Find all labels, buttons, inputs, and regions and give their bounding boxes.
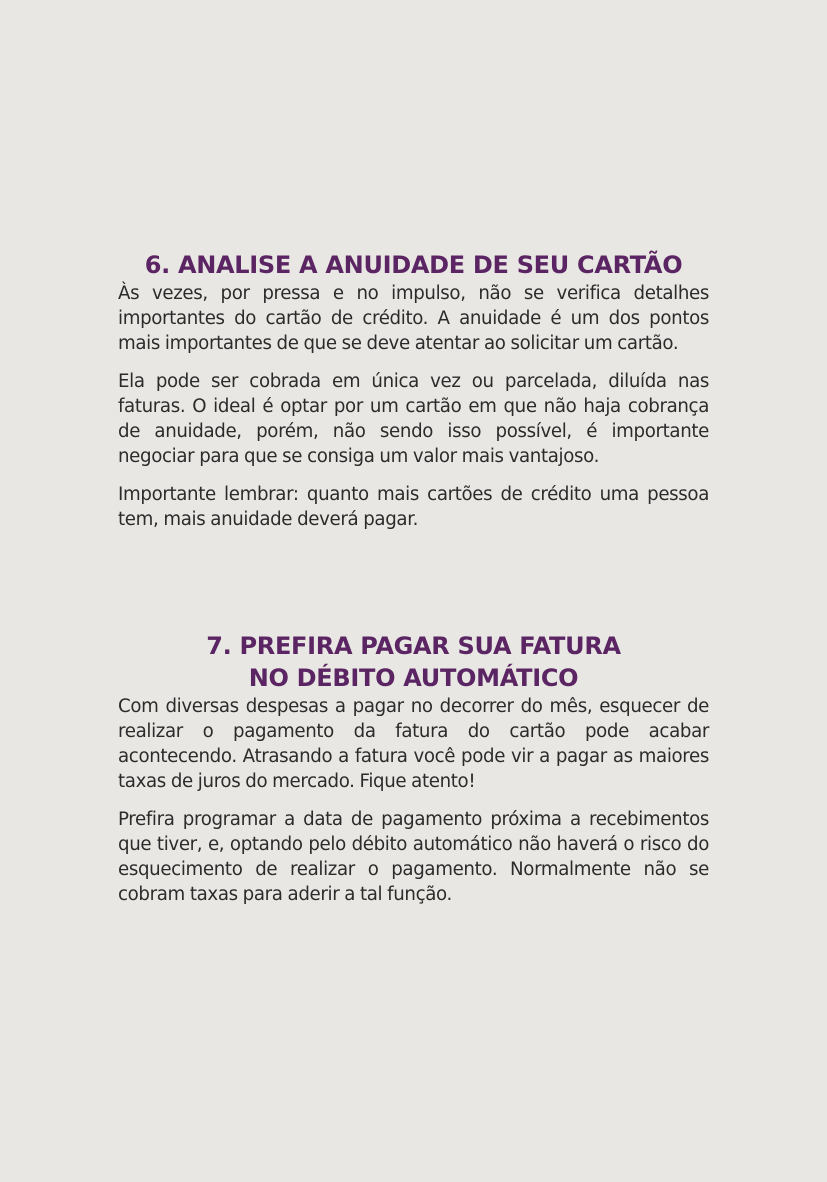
- section-annual-fee: [118, 249, 709, 532]
- section-7-paragraph-2: Prefira programar a data de pagamento próxima a recebimentos que tiver, e, optando pelo débito automático não haverá o risco do esquecimento de realizar o pagamento. Normalmente não se cobram taxas para aderir a tal função.: [118, 809, 709, 905]
- section-7-title-line-1: 7. PREFIRA PAGAR SUA FATURA: [206, 632, 621, 660]
- section-7-paragraph-1: Com diversas despesas a pagar no decorrer do mês, esquecer de realizar o pagamento da fatura do cartão pode acabar acontecendo. Atrasando a fatura você pode vir a pagar as maiores taxas de juros do mercado. Fique atento!: [118, 696, 709, 792]
- section-7-title-line-2: NO DÉBITO AUTOMÁTICO: [248, 664, 579, 692]
- section-automatic-debit: [118, 630, 709, 907]
- section-6-paragraph-1: Às vezes, por pressa e no impulso, não se verifica detalhes importantes do cartão de crédito. A anuidade é um dos pontos mais importantes de que se deve atentar ao solicitar um cartão.: [118, 283, 709, 354]
- section-6-paragraph-2: Ela pode ser cobrada em única vez ou parcelada, diluída nas faturas. O ideal é optar por um cartão em que não haja cobrança de anuidade, porém, não sendo isso possível, é importante negociar para que se consiga um valor mais vantajoso.: [118, 371, 709, 467]
- section-6-title: 6. ANALISE A ANUIDADE DE SEU CARTÃO: [144, 251, 683, 279]
- section-6-paragraph-3: Importante lembrar: quanto mais cartões de crédito uma pessoa tem, mais anuidade deverá pagar.: [118, 484, 709, 530]
- section-7-title: [118, 630, 709, 694]
- document-page: [118, 0, 709, 1182]
